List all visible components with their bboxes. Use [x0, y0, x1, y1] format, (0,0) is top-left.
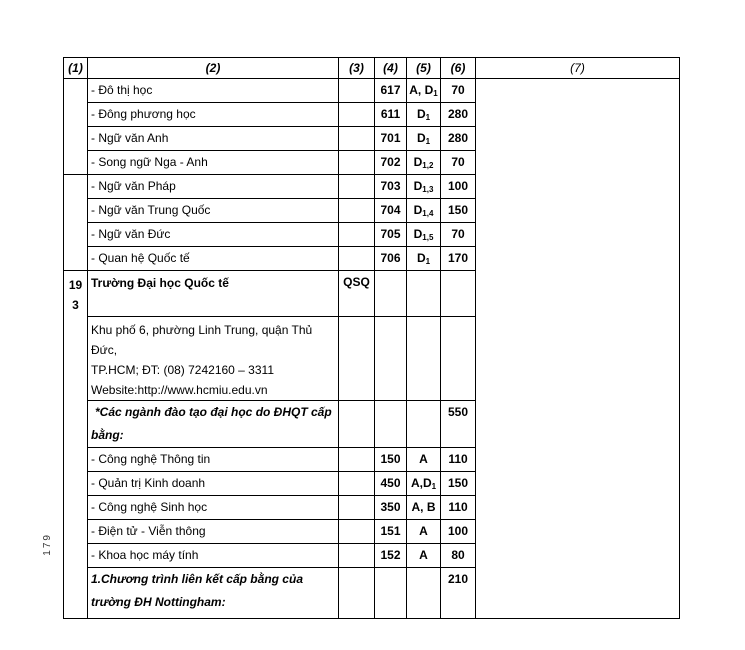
school-code — [339, 79, 375, 103]
major-name: - Quản trị Kinh doanh — [88, 472, 339, 496]
partner-program-line-1: 1.Chương trình liên kết cấp bằng của — [91, 572, 303, 586]
block-subscript: 1,4 — [422, 209, 434, 218]
empty-cell — [407, 317, 441, 401]
notes-column — [476, 79, 680, 619]
empty-cell — [375, 317, 407, 401]
major-code: 617 — [375, 79, 407, 103]
admission-block — [407, 199, 441, 223]
admission-block — [407, 448, 441, 472]
block-text: A, B — [411, 500, 436, 514]
major-name: - Điện tử - Viễn thông — [88, 520, 339, 544]
admission-block — [407, 79, 441, 103]
row-number — [64, 175, 88, 271]
table-row — [64, 79, 680, 103]
block-subscript: 1 — [425, 257, 431, 266]
school-address — [88, 317, 339, 401]
quota: 80 — [441, 544, 476, 568]
major-name: - Ngữ văn Pháp — [88, 175, 339, 199]
major-code: 150 — [375, 448, 407, 472]
school-code — [339, 448, 375, 472]
admission-block — [407, 472, 441, 496]
school-number — [64, 271, 88, 619]
quota: 170 — [441, 247, 476, 271]
school-code — [339, 472, 375, 496]
block-text: D — [416, 131, 426, 145]
school-code — [339, 127, 375, 151]
partner-program-line-2: trường ĐH Nottingham: — [91, 595, 226, 609]
major-code: 704 — [375, 199, 407, 223]
partner-quota: 210 — [441, 568, 476, 619]
block-subscript: 1 — [425, 113, 431, 122]
school-code — [339, 247, 375, 271]
quota: 70 — [441, 223, 476, 247]
admissions-table — [63, 57, 680, 619]
major-name: - Ngữ văn Anh — [88, 127, 339, 151]
quota: 280 — [441, 127, 476, 151]
admission-block — [407, 151, 441, 175]
block-subscript: 1,3 — [422, 185, 434, 194]
address-line-3: Website:http://www.hcmiu.edu.vn — [91, 383, 268, 397]
major-code: 350 — [375, 496, 407, 520]
block-text: A, D — [409, 83, 434, 97]
empty-cell — [339, 401, 375, 448]
school-code — [339, 199, 375, 223]
school-code — [339, 151, 375, 175]
program-header-line-1: *Các ngành đào tạo đại học do ĐHQT cấp — [95, 405, 332, 419]
block-text: A — [419, 452, 428, 466]
admission-block — [407, 127, 441, 151]
major-code: 705 — [375, 223, 407, 247]
admission-block — [407, 175, 441, 199]
empty-cell — [407, 401, 441, 448]
empty-cell — [339, 568, 375, 619]
major-name: - Công nghệ Sinh học — [88, 496, 339, 520]
major-name: - Ngữ văn Trung Quốc — [88, 199, 339, 223]
major-code: 701 — [375, 127, 407, 151]
school-code: QSQ — [339, 271, 375, 317]
block-text: D — [416, 107, 426, 121]
empty-cell — [375, 568, 407, 619]
quota: 150 — [441, 472, 476, 496]
major-code — [375, 271, 407, 317]
empty-cell — [339, 317, 375, 401]
school-code — [339, 175, 375, 199]
block-text: D — [413, 227, 423, 241]
quota: 100 — [441, 520, 476, 544]
header-col-6: (6) — [441, 58, 476, 79]
block-text: A — [419, 524, 428, 538]
address-line-2: TP.HCM; ĐT: (08) 7242160 – 3311 — [91, 363, 274, 377]
major-name: - Song ngữ Nga - Anh — [88, 151, 339, 175]
major-name: - Khoa học máy tính — [88, 544, 339, 568]
major-code: 702 — [375, 151, 407, 175]
block-subscript: 1 — [425, 137, 431, 146]
admission-block — [407, 520, 441, 544]
header-col-4: (4) — [375, 58, 407, 79]
header-col-1: (1) — [64, 58, 88, 79]
school-code — [339, 103, 375, 127]
quota: 100 — [441, 175, 476, 199]
block-text: D — [413, 179, 423, 193]
quota: 110 — [441, 448, 476, 472]
program-quota: 550 — [441, 401, 476, 448]
program-header-line-2: bằng: — [91, 428, 124, 442]
major-code: 706 — [375, 247, 407, 271]
header-col-5: (5) — [407, 58, 441, 79]
header-row — [64, 58, 680, 79]
partner-program — [88, 568, 339, 619]
major-code: 703 — [375, 175, 407, 199]
school-name: Trường Đại học Quốc tế — [88, 271, 339, 317]
block-subscript: 1,2 — [422, 161, 434, 170]
school-code — [339, 544, 375, 568]
quota: 110 — [441, 496, 476, 520]
major-code: 151 — [375, 520, 407, 544]
school-number-line1: 19 — [68, 278, 83, 292]
school-code — [339, 496, 375, 520]
block-subscript: 1,5 — [422, 233, 434, 242]
school-code — [339, 520, 375, 544]
empty-cell — [407, 568, 441, 619]
major-name: - Ngữ văn Đức — [88, 223, 339, 247]
quota: 70 — [441, 79, 476, 103]
block-text: D — [413, 203, 423, 217]
page-number: 179 — [42, 533, 53, 556]
major-name: - Đô thị học — [88, 79, 339, 103]
quota: 280 — [441, 103, 476, 127]
admission-block — [407, 247, 441, 271]
major-name: - Công nghệ Thông tin — [88, 448, 339, 472]
major-name: - Đông phương học — [88, 103, 339, 127]
address-line-1: Khu phố 6, phường Linh Trung, quận Thủ Đức, — [91, 323, 313, 357]
major-code: 450 — [375, 472, 407, 496]
school-number-line2: 3 — [72, 298, 79, 312]
program-header — [88, 401, 339, 448]
admission-block — [407, 223, 441, 247]
block-text: A,D — [410, 476, 432, 490]
major-code: 611 — [375, 103, 407, 127]
empty-cell — [375, 401, 407, 448]
block-text: D — [413, 155, 423, 169]
header-col-2: (2) — [88, 58, 339, 79]
quota — [441, 271, 476, 317]
school-code — [339, 223, 375, 247]
admission-block — [407, 496, 441, 520]
major-code: 152 — [375, 544, 407, 568]
major-name: - Quan hệ Quốc tế — [88, 247, 339, 271]
quota: 150 — [441, 199, 476, 223]
row-number — [64, 79, 88, 175]
header-col-7: (7) — [476, 58, 680, 79]
admission-block — [407, 271, 441, 317]
block-text: A — [419, 548, 428, 562]
block-text: D — [416, 251, 426, 265]
block-subscript: 1 — [431, 482, 437, 491]
block-subscript: 1 — [433, 89, 438, 98]
empty-cell — [441, 317, 476, 401]
admission-block — [407, 544, 441, 568]
admission-block — [407, 103, 441, 127]
header-col-3: (3) — [339, 58, 375, 79]
quota: 70 — [441, 151, 476, 175]
